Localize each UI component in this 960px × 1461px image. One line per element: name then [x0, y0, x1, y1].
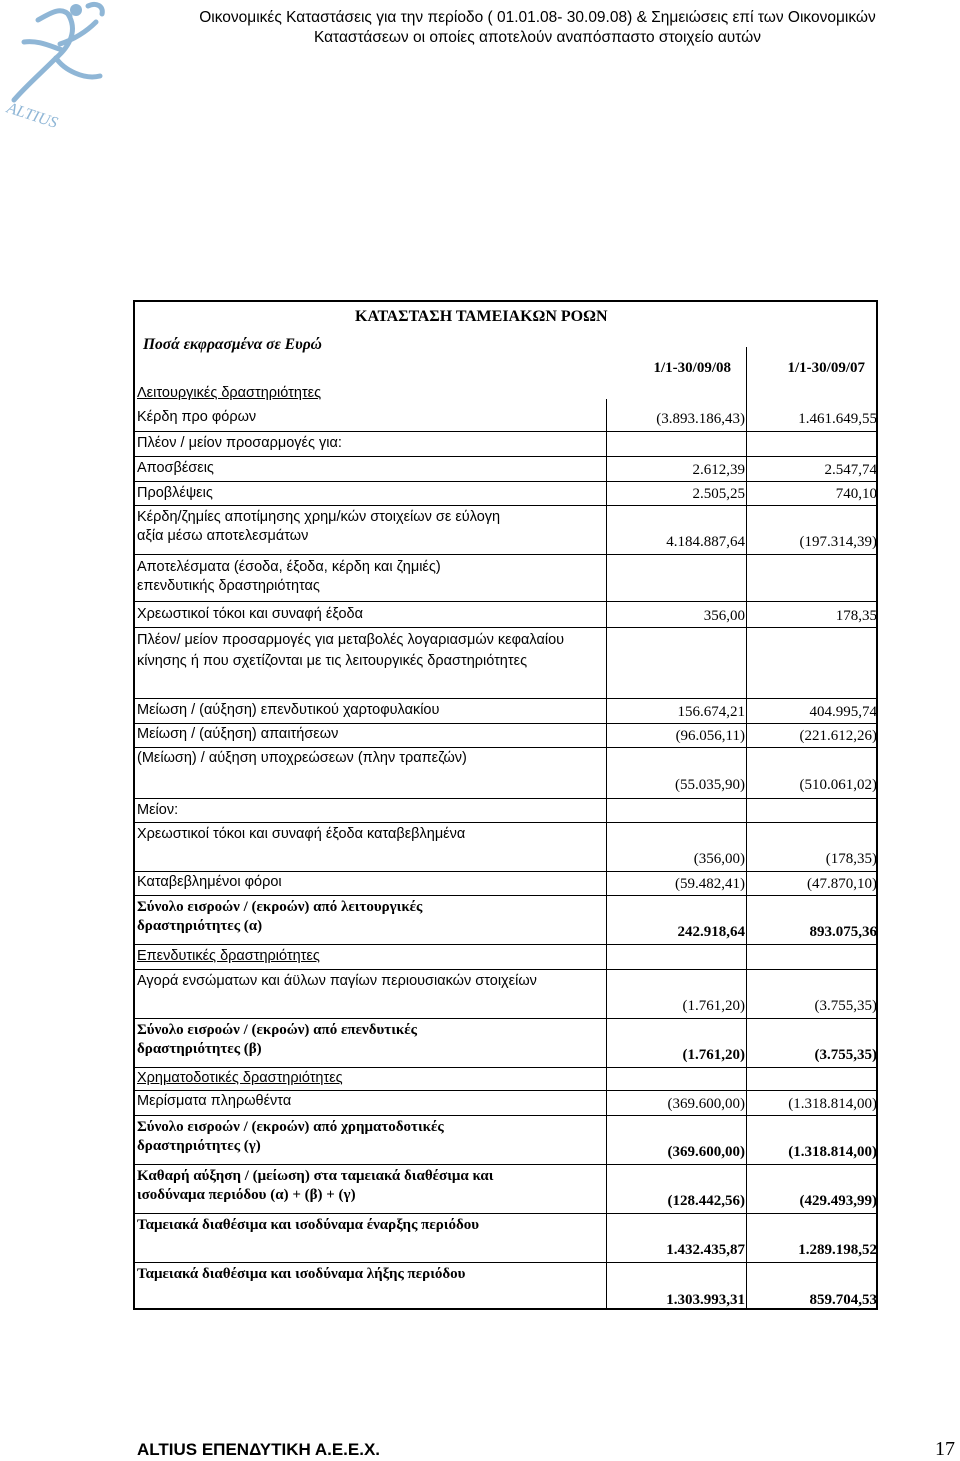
- table-row: [135, 1019, 876, 1068]
- table-row: [135, 1091, 876, 1116]
- column-header-2: 1/1-30/09/07: [787, 360, 865, 376]
- value-2008: (96.056,11): [675, 728, 745, 744]
- table-row: [135, 799, 876, 823]
- value-2007: 404.995,74: [809, 704, 877, 720]
- page-header: [120, 8, 955, 48]
- value-2008: 4.184.887,64: [666, 534, 745, 550]
- row-label: Ταμειακά διαθέσιμα και ισοδύναμα λήξης περιόδου: [137, 1266, 466, 1282]
- value-2008: (1.761,20): [682, 998, 745, 1014]
- row-label: Μείον:: [137, 802, 179, 818]
- table-row: [135, 1165, 876, 1214]
- row-label: Αγορά ενσώματων και άϋλων παγίων περιουσιακών στοιχείων: [137, 973, 537, 989]
- value-2008: 2.505,25: [692, 486, 745, 502]
- footer-company-name: ALTIUS ΕΠΕΝΔΥΤΙΚΗ Α.Ε.Ε.Χ.: [137, 1440, 381, 1459]
- row-label: Αποσβέσεις: [137, 460, 214, 476]
- value-2007: (221.612,26): [799, 728, 877, 744]
- value-2008: (1.761,20): [682, 1047, 745, 1063]
- row-label: (Μείωση) / αύξηση υποχρεώσεων (πλην τραπεζών): [137, 750, 467, 766]
- table-row: [135, 457, 876, 482]
- value-2008: 242.918,64: [677, 924, 745, 940]
- row-label: Λειτουργικές δραστηριότητες: [137, 385, 322, 401]
- table-row: [135, 724, 876, 748]
- table-row: [135, 748, 876, 799]
- value-2007: (197.314,39): [799, 534, 877, 550]
- value-2008: 356,00: [703, 608, 745, 624]
- value-2008: (3.893.186,43): [656, 411, 745, 427]
- value-2007: 893.075,36: [809, 924, 877, 940]
- row-label: Καθαρή αύξηση / (μείωση) στα ταμειακά διαθέσιμα και ισοδύναμα περιόδου (α) + (β) + (γ): [137, 1168, 494, 1203]
- table-row: [135, 699, 876, 724]
- table-row: [135, 1214, 876, 1263]
- value-2007: (510.061,02): [799, 777, 877, 793]
- row-label: Μείωση / (αύξηση) απαιτήσεων: [137, 726, 339, 742]
- value-2008: 1.303.993,31: [666, 1292, 745, 1308]
- value-2007: (1.318.814,00): [788, 1096, 877, 1112]
- row-label: Καταβεβλημένοι φόροι: [137, 874, 282, 890]
- row-label: Επενδυτικές δραστηριότητες: [137, 948, 320, 964]
- value-2008: 1.432.435,87: [666, 1242, 745, 1258]
- value-2007: 1.461.649,55: [798, 411, 877, 427]
- table-row: [135, 628, 876, 699]
- table-row: [135, 823, 876, 872]
- cash-flow-statement: [133, 300, 878, 1310]
- header-line-2: Καταστάσεων οι οποίες αποτελούν αναπόσπαστο στοιχείο αυτών: [313, 29, 762, 46]
- row-label: Σύνολο εισροών / (εκροών) από λειτουργικές δραστηριότητες (α): [137, 899, 423, 934]
- value-2007: (3.755,35): [814, 1047, 877, 1063]
- value-2008: (356,00): [693, 851, 745, 867]
- row-label: Χρεωστικοί τόκοι και συναφή έξοδα: [137, 606, 363, 622]
- table-row: [135, 896, 876, 945]
- row-label: Πλέον/ μείον προσαρμογές για μεταβολές λογαριασμών κεφαλαίου κίνησης ή που σχετίζονται με τις λειτουργικές δραστηριότητες: [137, 632, 565, 669]
- row-label: Μερίσματα πληρωθέντα: [137, 1093, 292, 1109]
- value-2007: (47.870,10): [807, 876, 877, 892]
- column-header-row: [135, 347, 876, 379]
- table-row: [135, 945, 876, 970]
- value-2008: 2.612,39: [692, 462, 745, 478]
- value-2008: 156.674,21: [677, 704, 745, 720]
- statement-title: ΚΑΤΑΣΤΑΣΗ ΤΑΜΕΙΑΚΩΝ ΡΟΩΝ: [355, 308, 608, 325]
- value-2007: (1.318.814,00): [788, 1144, 877, 1160]
- table-row: [135, 432, 876, 457]
- value-2007: (3.755,35): [814, 998, 877, 1014]
- page-number: 17: [935, 1438, 955, 1460]
- row-label: Προβλέψεις: [137, 485, 213, 501]
- table-row: [135, 602, 876, 628]
- value-2007: 859.704,53: [809, 1292, 877, 1308]
- row-label: Αποτελέσματα (έσοδα, έξοδα, κέρδη και ζημιές) επενδυτικής δραστηριότητας: [137, 559, 441, 594]
- value-2007: (429.493,99): [799, 1193, 877, 1209]
- table-row: [135, 1068, 876, 1091]
- value-2008: (128.442,56): [667, 1193, 745, 1209]
- table-row: [135, 482, 876, 506]
- logo-text: ALTIUS: [4, 99, 60, 132]
- row-label: Ταμειακά διαθέσιμα και ισοδύναμα έναρξης περιόδου: [137, 1217, 480, 1233]
- row-label: Κέρδη προ φόρων: [137, 409, 257, 425]
- row-label: Μείωση / (αύξηση) επενδυτικού χαρτοφυλακίου: [137, 702, 440, 718]
- value-2007: 2.547,74: [824, 462, 877, 478]
- value-2007: 1.289.198,52: [798, 1242, 877, 1258]
- table-row: [135, 970, 876, 1019]
- table-row: [135, 1116, 876, 1165]
- row-label: Χρεωστικοί τόκοι και συναφή έξοδα καταβεβλημένα: [137, 826, 466, 842]
- column-header-1: 1/1-30/09/08: [653, 360, 731, 376]
- table-row: [135, 506, 876, 555]
- value-2007: 178,35: [835, 608, 877, 624]
- row-label: Σύνολο εισροών / (εκροών) από επενδυτικές δραστηριότητες (β): [137, 1022, 417, 1057]
- value-2008: (369.600,00): [667, 1144, 745, 1160]
- header-line-1: Οικονομικές Καταστάσεις για την περίοδο ( 01.01.08- 30.09.08) & Σημειώσεις επί των Οικονομικών: [199, 9, 876, 26]
- table-row: [135, 1263, 876, 1308]
- table-row: [135, 872, 876, 896]
- value-2007: (178,35): [825, 851, 877, 867]
- row-label: Σύνολο εισροών / (εκροών) από χρηματοδοτικές δραστηριότητες (γ): [137, 1119, 444, 1154]
- row-label: Χρηματοδοτικές δραστηριότητες: [137, 1070, 343, 1086]
- row-label: Πλέον / μείον προσαρμογές για:: [137, 435, 342, 451]
- value-2008: (369.600,00): [667, 1096, 745, 1112]
- altius-runner-logo: [0, 0, 110, 140]
- value-2008: (55.035,90): [675, 777, 745, 793]
- table-row: [135, 555, 876, 602]
- table-row: [135, 404, 876, 432]
- table-row: [135, 382, 876, 404]
- statement-subtitle: Ποσά εκφρασμένα σε Ευρώ: [143, 336, 322, 353]
- value-2008: (59.482,41): [675, 876, 745, 892]
- row-label: Κέρδη/ζημίες αποτίμησης χρημ/κών στοιχείων σε εύλογη αξία μέσω αποτελεσμάτων: [137, 509, 501, 544]
- value-2007: 740,10: [835, 486, 877, 502]
